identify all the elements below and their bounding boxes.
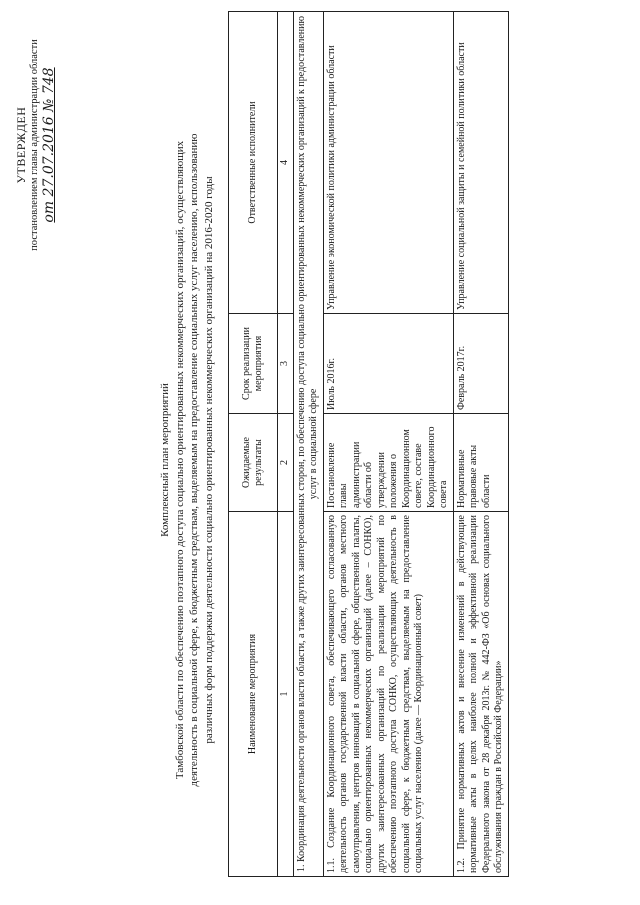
heading-line-4: различных форм поддержки деятельности социально ориентированных некоммерческих организаций на 2016-2020 годы (202, 176, 215, 744)
plan-table (228, 11, 509, 877)
header-executors: Ответственные исполнители (229, 12, 278, 314)
header-term: Срок реализации мероприятия (229, 314, 278, 414)
term-cell: Июль 2016г. (323, 314, 453, 414)
heading-line-3: деятельность в социальной сфере, к бюджетным средствам, выделяемым на предоставление социальных услуг населению, использованию (188, 133, 200, 787)
result-cell: Постановление главы администрации области об утверждении положения о Координационном совете, составе Координационного совета (323, 414, 453, 512)
section-row (293, 12, 323, 877)
column-number-1: 1 (278, 512, 294, 877)
table-header-row (229, 12, 278, 877)
term-cell: Февраль 2017г. (453, 314, 508, 414)
result-cell: Нормативные правовые акты области (453, 414, 508, 512)
approval-date-number: от 27.07.2016 № 748 (41, 67, 57, 223)
column-number-4: 4 (278, 12, 294, 314)
table-row (453, 12, 508, 877)
document-heading (158, 85, 216, 835)
approval-authority: постановлением главы администрации области (29, 39, 40, 251)
approval-title: УТВЕРЖДЕН (14, 106, 28, 184)
measure-cell: 1.2. Принятие нормативных актов и внесение изменений в действующие нормативные акты в целях наиболее полной и эффективной реализации Федерального закона от 28 декабря 2013г. № 442-ФЗ «Об основах социального обслуживания граждан в Российской Федерации» (453, 512, 508, 877)
executor-cell: Управление социальной защиты и семейной политики области (453, 12, 508, 314)
approval-stamp (14, 5, 56, 285)
column-number-row (278, 12, 294, 877)
measure-cell: 1.1. Создание Координационного совета, обеспечивающего согласованную деятельность органов государственной власти области, органов местного самоуправления, центров инноваций в социальной сфере, общественной палаты, социально ориентированных некоммерческих организаций (далее – СОНКО), других заинтересованных организаций по реализации мероприятий по обеспечению поэтапного доступа СОНКО, осуществляющих деятельность в социальной сфере, к бюджетным средствам, выделяемым на предоставление социальных услуг населению (далее — Координационный совет) (323, 512, 453, 877)
column-number-2: 2 (278, 414, 294, 512)
header-results: Ожидаемые результаты (229, 414, 278, 512)
heading-title: Комплексный план мероприятий (159, 383, 171, 537)
heading-line-2: Тамбовской области по обеспечению поэтапного доступа социально ориентированных некоммерческих организаций, осуществляющих (173, 140, 186, 780)
executor-cell: Управление экономической политики администрации области (323, 12, 453, 314)
header-measure: Наименование мероприятия (229, 512, 278, 877)
section-title: 1. Координация деятельности органов власти области, а также других заинтересованных сторон, по обеспечению доступа социально ориентированных некоммерческих организаций к предоставлению услуг в социальной сфере (293, 12, 323, 877)
table-row (323, 12, 453, 877)
column-number-3: 3 (278, 314, 294, 414)
